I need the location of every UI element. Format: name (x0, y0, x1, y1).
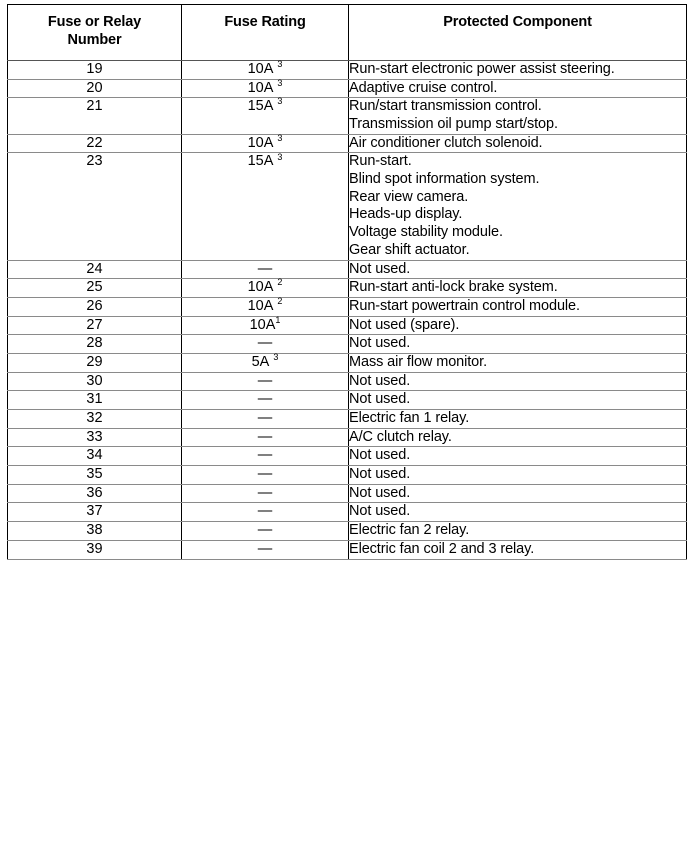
protected-component-line: Not used. (349, 484, 411, 501)
protected-component-line: Not used. (349, 503, 411, 520)
fuse-rating-footnote-marker: 3 (277, 151, 283, 162)
table-row (8, 484, 687, 503)
cell-fuse-rating (182, 98, 349, 134)
cell-fuse-or-relay-number: 33 (8, 428, 182, 447)
cell-protected-component (349, 316, 687, 335)
cell-fuse-rating (182, 522, 349, 541)
column-header-protected-component: Protected Component (349, 5, 687, 61)
cell-protected-component (349, 540, 687, 559)
cell-fuse-or-relay-number: 38 (8, 522, 182, 541)
cell-fuse-or-relay-number: 26 (8, 297, 182, 316)
cell-fuse-rating (182, 260, 349, 279)
table-header (8, 5, 687, 61)
fuse-rating-value: 15A (247, 153, 274, 170)
table-body (8, 60, 687, 559)
protected-component-line: Run/start transmission control. (349, 98, 542, 115)
cell-protected-component (349, 279, 687, 298)
cell-fuse-rating (182, 153, 349, 260)
fuse-table-container (7, 4, 686, 560)
cell-fuse-or-relay-number: 19 (8, 60, 182, 79)
protected-component-line: Electric fan 2 relay. (349, 522, 470, 539)
fuse-rating-value: 10A (247, 79, 274, 96)
cell-fuse-or-relay-number: 32 (8, 410, 182, 429)
fuse-rating-footnote-marker: 3 (277, 77, 283, 88)
table-row (8, 522, 687, 541)
cell-fuse-rating (182, 447, 349, 466)
cell-fuse-or-relay-number: 21 (8, 98, 182, 134)
cell-protected-component (349, 79, 687, 98)
fuse-rating-value: — (257, 540, 273, 557)
protected-component-line: Rear view camera. (349, 188, 469, 205)
protected-component-line: Blind spot information system. (349, 171, 540, 188)
table-row (8, 335, 687, 354)
protected-component-line: Not used (spare). (349, 316, 460, 333)
cell-fuse-or-relay-number: 23 (8, 153, 182, 260)
table-row (8, 316, 687, 335)
cell-fuse-or-relay-number: 22 (8, 134, 182, 153)
cell-fuse-or-relay-number: 34 (8, 447, 182, 466)
table-row (8, 79, 687, 98)
cell-protected-component (349, 60, 687, 79)
protected-component-line: Adaptive cruise control. (349, 79, 498, 96)
fuse-rating-value: 10A (247, 297, 274, 314)
table-row (8, 447, 687, 466)
cell-protected-component (349, 484, 687, 503)
cell-protected-component (349, 391, 687, 410)
table-row (8, 353, 687, 372)
cell-fuse-rating (182, 79, 349, 98)
table-row (8, 540, 687, 559)
protected-component-line: Not used. (349, 447, 411, 464)
cell-fuse-or-relay-number: 27 (8, 316, 182, 335)
cell-protected-component (349, 353, 687, 372)
protected-component-line: Transmission oil pump start/stop. (349, 116, 558, 132)
fuse-rating-value: 10A (249, 316, 276, 333)
cell-fuse-or-relay-number: 30 (8, 372, 182, 391)
fuse-rating-footnote-marker: 3 (273, 352, 279, 363)
fuse-relay-table (7, 4, 687, 560)
column-header-line-2: Number (67, 31, 122, 48)
table-row (8, 134, 687, 153)
column-header-fuse-or-relay-number (8, 5, 182, 61)
protected-component-line: Electric fan coil 2 and 3 relay. (349, 540, 535, 557)
cell-fuse-rating (182, 134, 349, 153)
fuse-rating-footnote-marker: 2 (277, 277, 283, 288)
protected-component-line: Voltage stability module. (349, 224, 503, 241)
cell-fuse-rating (182, 466, 349, 485)
cell-fuse-rating (182, 353, 349, 372)
column-header-line-1: Fuse or Relay (47, 14, 142, 30)
cell-protected-component (349, 447, 687, 466)
cell-fuse-or-relay-number: 37 (8, 503, 182, 522)
protected-component-line: Run-start powertrain control module. (349, 297, 580, 314)
cell-fuse-rating (182, 391, 349, 410)
table-row (8, 410, 687, 429)
protected-component-line: Not used. (349, 335, 411, 352)
column-header-fuse-rating: Fuse Rating (182, 5, 349, 61)
cell-fuse-rating (182, 297, 349, 316)
fuse-rating-value: — (257, 484, 273, 501)
cell-fuse-or-relay-number: 39 (8, 540, 182, 559)
protected-component-line: Not used. (349, 391, 411, 408)
cell-fuse-rating (182, 279, 349, 298)
cell-protected-component (349, 297, 687, 316)
protected-component-line: Not used. (349, 466, 411, 483)
cell-protected-component (349, 372, 687, 391)
cell-fuse-rating (182, 335, 349, 354)
cell-protected-component (349, 335, 687, 354)
cell-fuse-rating (182, 484, 349, 503)
cell-fuse-or-relay-number: 24 (8, 260, 182, 279)
fuse-rating-value: — (257, 410, 273, 426)
fuse-rating-value: — (257, 335, 273, 352)
protected-component-line: Run-start. (349, 153, 412, 170)
table-row (8, 466, 687, 485)
protected-component-line: A/C clutch relay. (349, 428, 452, 445)
fuse-rating-value: — (257, 428, 273, 445)
protected-component-line: Not used. (349, 260, 411, 277)
cell-fuse-or-relay-number: 25 (8, 279, 182, 298)
cell-fuse-rating (182, 316, 349, 335)
cell-fuse-rating (182, 428, 349, 447)
protected-component-line: Electric fan 1 relay. (349, 410, 470, 426)
cell-protected-component (349, 466, 687, 485)
cell-protected-component (349, 153, 687, 260)
fuse-rating-value: — (257, 466, 273, 483)
cell-fuse-rating (182, 410, 349, 429)
cell-fuse-or-relay-number: 29 (8, 353, 182, 372)
cell-protected-component (349, 134, 687, 153)
table-row (8, 153, 687, 260)
fuse-rating-value: 15A (247, 98, 274, 115)
cell-fuse-or-relay-number: 35 (8, 466, 182, 485)
fuse-rating-value: — (257, 447, 273, 464)
cell-protected-component (349, 522, 687, 541)
fuse-rating-value: 10A (247, 134, 274, 151)
cell-fuse-rating (182, 372, 349, 391)
protected-component-line: Run-start electronic power assist steering. (349, 60, 615, 77)
fuse-rating-footnote-marker: 3 (277, 132, 283, 143)
table-row (8, 428, 687, 447)
cell-fuse-rating (182, 60, 349, 79)
cell-fuse-or-relay-number: 36 (8, 484, 182, 503)
table-row (8, 372, 687, 391)
table-row (8, 297, 687, 316)
fuse-rating-value: 10A (247, 60, 274, 77)
fuse-rating-footnote-marker: 3 (277, 96, 283, 107)
protected-component-line: Run-start anti-lock brake system. (349, 279, 558, 296)
cell-fuse-or-relay-number: 20 (8, 79, 182, 98)
cell-protected-component (349, 410, 687, 429)
cell-protected-component (349, 260, 687, 279)
fuse-rating-value: — (257, 260, 273, 277)
cell-fuse-rating (182, 503, 349, 522)
fuse-rating-value: 5A (251, 353, 270, 370)
table-row (8, 60, 687, 79)
fuse-rating-value: — (257, 372, 273, 389)
fuse-rating-value: — (257, 391, 273, 408)
protected-component-line: Air conditioner clutch solenoid. (349, 134, 543, 151)
fuse-rating-footnote-marker: 3 (277, 59, 283, 70)
protected-component-line: Heads-up display. (349, 206, 463, 223)
cell-fuse-or-relay-number: 31 (8, 391, 182, 410)
cell-fuse-or-relay-number: 28 (8, 335, 182, 354)
table-row (8, 279, 687, 298)
table-header-row (8, 5, 687, 61)
table-row (8, 503, 687, 522)
protected-component-line: Not used. (349, 372, 411, 389)
protected-component-line: Mass air flow monitor. (349, 353, 488, 370)
table-row (8, 260, 687, 279)
cell-protected-component (349, 98, 687, 134)
cell-fuse-rating (182, 540, 349, 559)
table-row (8, 391, 687, 410)
protected-component-line: Gear shift actuator. (349, 241, 470, 258)
fuse-rating-footnote-marker: 2 (277, 296, 283, 307)
cell-protected-component (349, 428, 687, 447)
cell-protected-component (349, 503, 687, 522)
fuse-rating-footnote-marker: 1 (275, 314, 281, 325)
table-row (8, 98, 687, 134)
fuse-rating-value: 10A (247, 279, 274, 296)
fuse-rating-value: — (257, 503, 273, 520)
fuse-rating-value: — (257, 522, 273, 539)
